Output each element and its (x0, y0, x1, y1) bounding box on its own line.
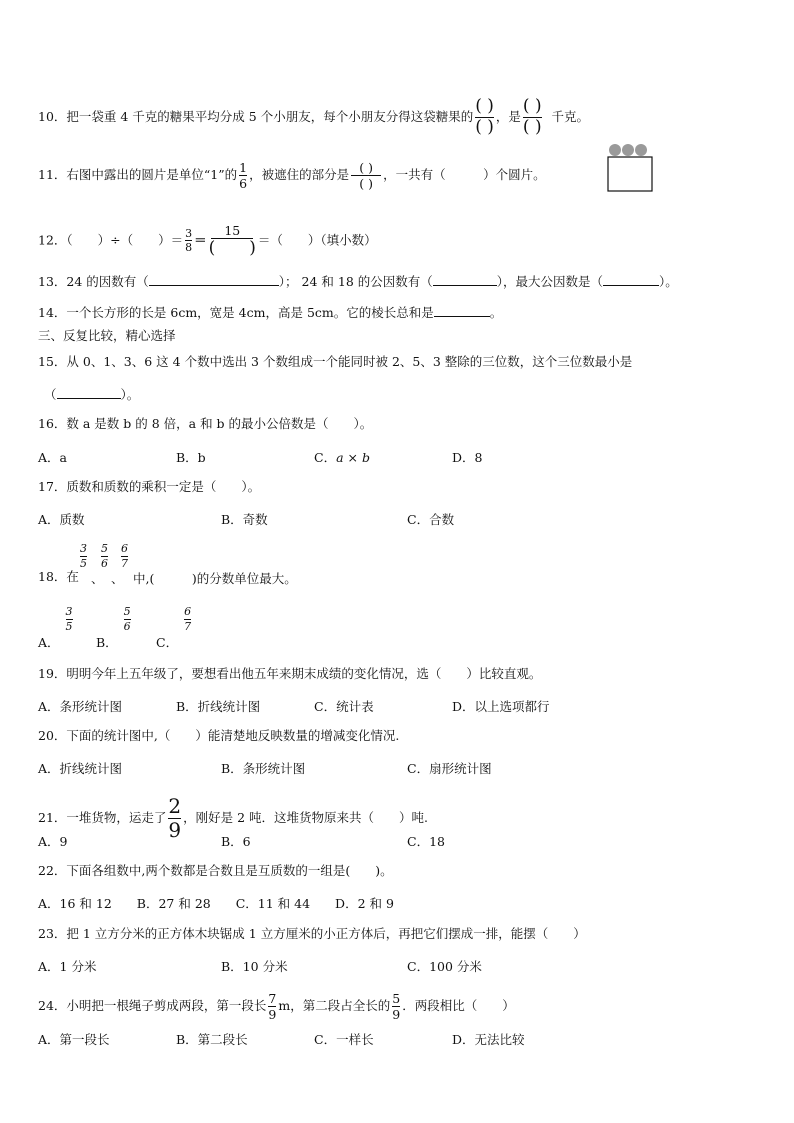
question-17: 17．质数和质数的乘积一定是（ ）。 (38, 479, 261, 494)
question-15: 15．从 0、1、3、6 这 4 个数中选出 3 个数组成一个能同时被 2、5、3 整除的三位数，这个三位数最小是 (38, 354, 633, 369)
q18-option-a[interactable]: A． $\frac{3}{5}$ (38, 605, 73, 650)
fraction-7-9: $\frac{7}{9}$ (268, 991, 277, 1023)
fraction-3-8: $\frac{3}{8}$ (185, 226, 193, 255)
q23-option-c[interactable]: C．100 分米 (407, 959, 482, 974)
q22-options[interactable]: A．16 和 12 B．27 和 28 C．11 和 44 D．2 和 9 (38, 896, 394, 911)
q13-blank-2[interactable] (433, 272, 497, 286)
q18-fraction-5-6: $\frac{5}{6}$ (101, 542, 108, 570)
q11-fraction-blank[interactable]: $\frac{( )}{( )}$ (351, 161, 381, 190)
q18-fraction-6-7: $\frac{6}{7}$ (121, 542, 128, 570)
q16-option-a[interactable]: A．a (38, 450, 67, 465)
q24-option-c[interactable]: C．一样长 (314, 1032, 374, 1047)
q10-fraction-blank-1[interactable]: $\frac{( )}{( )}$ (475, 96, 494, 137)
q23-option-a[interactable]: A．1 分米 (38, 959, 97, 974)
question-11: 11．右图中露出的圆片是单位“1”的 $\frac{1}{6}$ ，被遮住的部分是 $\frac{( )}{( )}$ ，一共有（ ）个圆片。 (38, 160, 546, 192)
q10-fraction-blank-2[interactable]: $\frac{( )}{( )}$ (522, 96, 542, 137)
q24-option-b[interactable]: B．第二段长 (176, 1032, 248, 1047)
question-23: 23．把 1 立方分米的正方体木块锯成 1 立方厘米的小正方体后，再把它们摆成一排，能摆（ ） (38, 926, 586, 941)
q21-option-a[interactable]: A．9 (38, 834, 68, 849)
q24-option-d[interactable]: D．无法比较 (452, 1032, 525, 1047)
q13-blank-1[interactable] (149, 272, 279, 286)
question-20: 20．下面的统计图中,（ ）能清楚地反映数量的增减变化情况. (38, 728, 400, 743)
q17-option-b[interactable]: B．奇数 (221, 512, 268, 527)
q23-option-b[interactable]: B．10 分米 (221, 959, 288, 974)
question-16: 16．数 a 是数 b 的 8 倍，a 和 b 的最小公倍数是（ ）。 (38, 416, 373, 431)
circle-cards-figure (606, 141, 654, 197)
q19-option-d[interactable]: D．以上选项都行 (452, 699, 550, 714)
question-21: 21．一堆货物，运走了 $\frac{2}{9}$ ，刚好是 2 吨．这堆货物原来共（ ）吨. (38, 794, 429, 842)
q19-option-a[interactable]: A．条形统计图 (38, 699, 123, 714)
q17-option-a[interactable]: A．质数 (38, 512, 85, 527)
section-heading: 三、反复比较，精心选择 (38, 328, 176, 343)
q20-option-a[interactable]: A．折线统计图 (38, 761, 123, 776)
fraction-2-9: $\frac{2}{9}$ (168, 794, 182, 842)
q19-option-b[interactable]: B．折线统计图 (176, 699, 261, 714)
fraction-1-6: $\frac{1}{6}$ (239, 160, 248, 192)
q16-option-b[interactable]: B．b (176, 450, 206, 465)
q20-option-c[interactable]: C．扇形统计图 (407, 761, 492, 776)
q16-option-c[interactable]: C．a × b (314, 450, 370, 465)
question-12: 12．（ ）÷（ ）＝ $\frac{3}{8}$ ＝ $\frac{15}{( )}$ ＝（ ）（填小数） (38, 223, 377, 259)
q19-option-c[interactable]: C．统计表 (314, 699, 374, 714)
fraction-15-blank[interactable]: $\frac{15}{( )}$ (208, 223, 256, 259)
q13-blank-3[interactable] (603, 272, 659, 286)
q10-text: 10．把一袋重 4 千克的糖果平均分成 5 个小朋友，每个小朋友分得这袋糖果的 (38, 108, 474, 124)
question-15-answer: （ ）。 (44, 387, 140, 402)
q21-option-b[interactable]: B．6 (221, 834, 251, 849)
q24-option-a[interactable]: A．第一段长 (38, 1032, 110, 1047)
q17-option-c[interactable]: C．合数 (407, 512, 455, 527)
question-22: 22．下面各组数中,两个数都是合数且是互质数的一组是( )。 (38, 863, 393, 878)
question-19: 19．明明今年上五年级了，要想看出他五年来期末成绩的变化情况，选（ ）比较直观。 (38, 666, 542, 681)
q16-option-d[interactable]: D．8 (452, 450, 483, 465)
q18-option-b[interactable]: B． $\frac{5}{6}$ (96, 605, 131, 650)
q21-option-c[interactable]: C．18 (407, 834, 445, 849)
question-13: 13．24 的因数有（ ）； 24 和 18 的公因数有（ ），最大公因数是（ ）。 (38, 274, 678, 289)
q14-blank[interactable] (434, 303, 490, 317)
q18-fraction-3-5: $\frac{3}{5}$ (80, 542, 87, 570)
question-14: 14．一个长方形的长是 6cm，宽是 4cm，高是 5cm。它的棱长总和是 。 (38, 305, 503, 320)
q18-option-c[interactable]: C． $\frac{6}{7}$ (156, 605, 192, 650)
question-24: 24．小明把一根绳子剪成两段，第一段长 $\frac{7}{9}$ m，第二段占全长的 $\frac{5}{9}$ ．两段相比（ ） (38, 991, 515, 1023)
question-18: 18．在 (38, 569, 79, 584)
question-10: 10．把一袋重 4 千克的糖果平均分成 5 个小朋友，每个小朋友分得这袋糖果的 $\frac{( )}{( )}$ ，是 $\frac{( )}{( )}$ 千克。 (38, 96, 590, 137)
q20-option-b[interactable]: B．条形统计图 (221, 761, 306, 776)
fraction-5-9: $\frac{5}{9}$ (392, 991, 401, 1023)
q15-blank[interactable] (57, 385, 121, 399)
